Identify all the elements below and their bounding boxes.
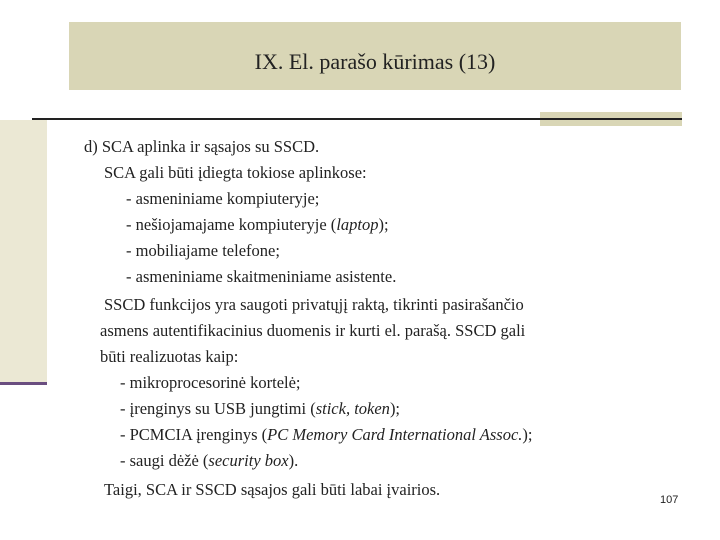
body-line: - asmeniniame skaitmeniniame asistente.: [126, 267, 397, 286]
page-number: 107: [660, 494, 679, 506]
body-line: - saugi dėžė (security box).: [120, 451, 299, 470]
body-line: SSCD funkcijos yra saugoti privatųjį raktą, tikrinti pasirašančio: [104, 295, 524, 314]
left-decor-band: [0, 120, 47, 382]
title-divider: [32, 118, 682, 120]
body-line: - nešiojamajame kompiuteryje (laptop);: [126, 215, 389, 234]
body-line: - PCMCIA įrenginys (PC Memory Card International Assoc.);: [120, 425, 533, 444]
body-line: - asmeniniame kompiuteryje;: [126, 189, 320, 208]
title-band: [69, 22, 681, 90]
body-line: - įrenginys su USB jungtimi (stick, token);: [120, 399, 401, 418]
body-line: Taigi, SCA ir SSCD sąsajos gali būti labai įvairios.: [104, 480, 441, 499]
slide-title: IX. El. parašo kūrimas (13): [254, 49, 496, 74]
body-line: - mikroprocesorinė kortelė;: [120, 373, 301, 392]
body-line: būti realizuotas kaip:: [100, 347, 239, 366]
body-line: - mobiliajame telefone;: [126, 241, 280, 260]
left-accent-stripe: [0, 382, 47, 385]
body-line: d) SCA aplinka ir sąsajos su SSCD.: [84, 137, 320, 156]
body-line: asmens autentifikacinius duomenis ir kurti el. parašą. SSCD gali: [100, 321, 526, 340]
body-line: SCA gali būti įdiegta tokiose aplinkose:: [104, 163, 367, 182]
